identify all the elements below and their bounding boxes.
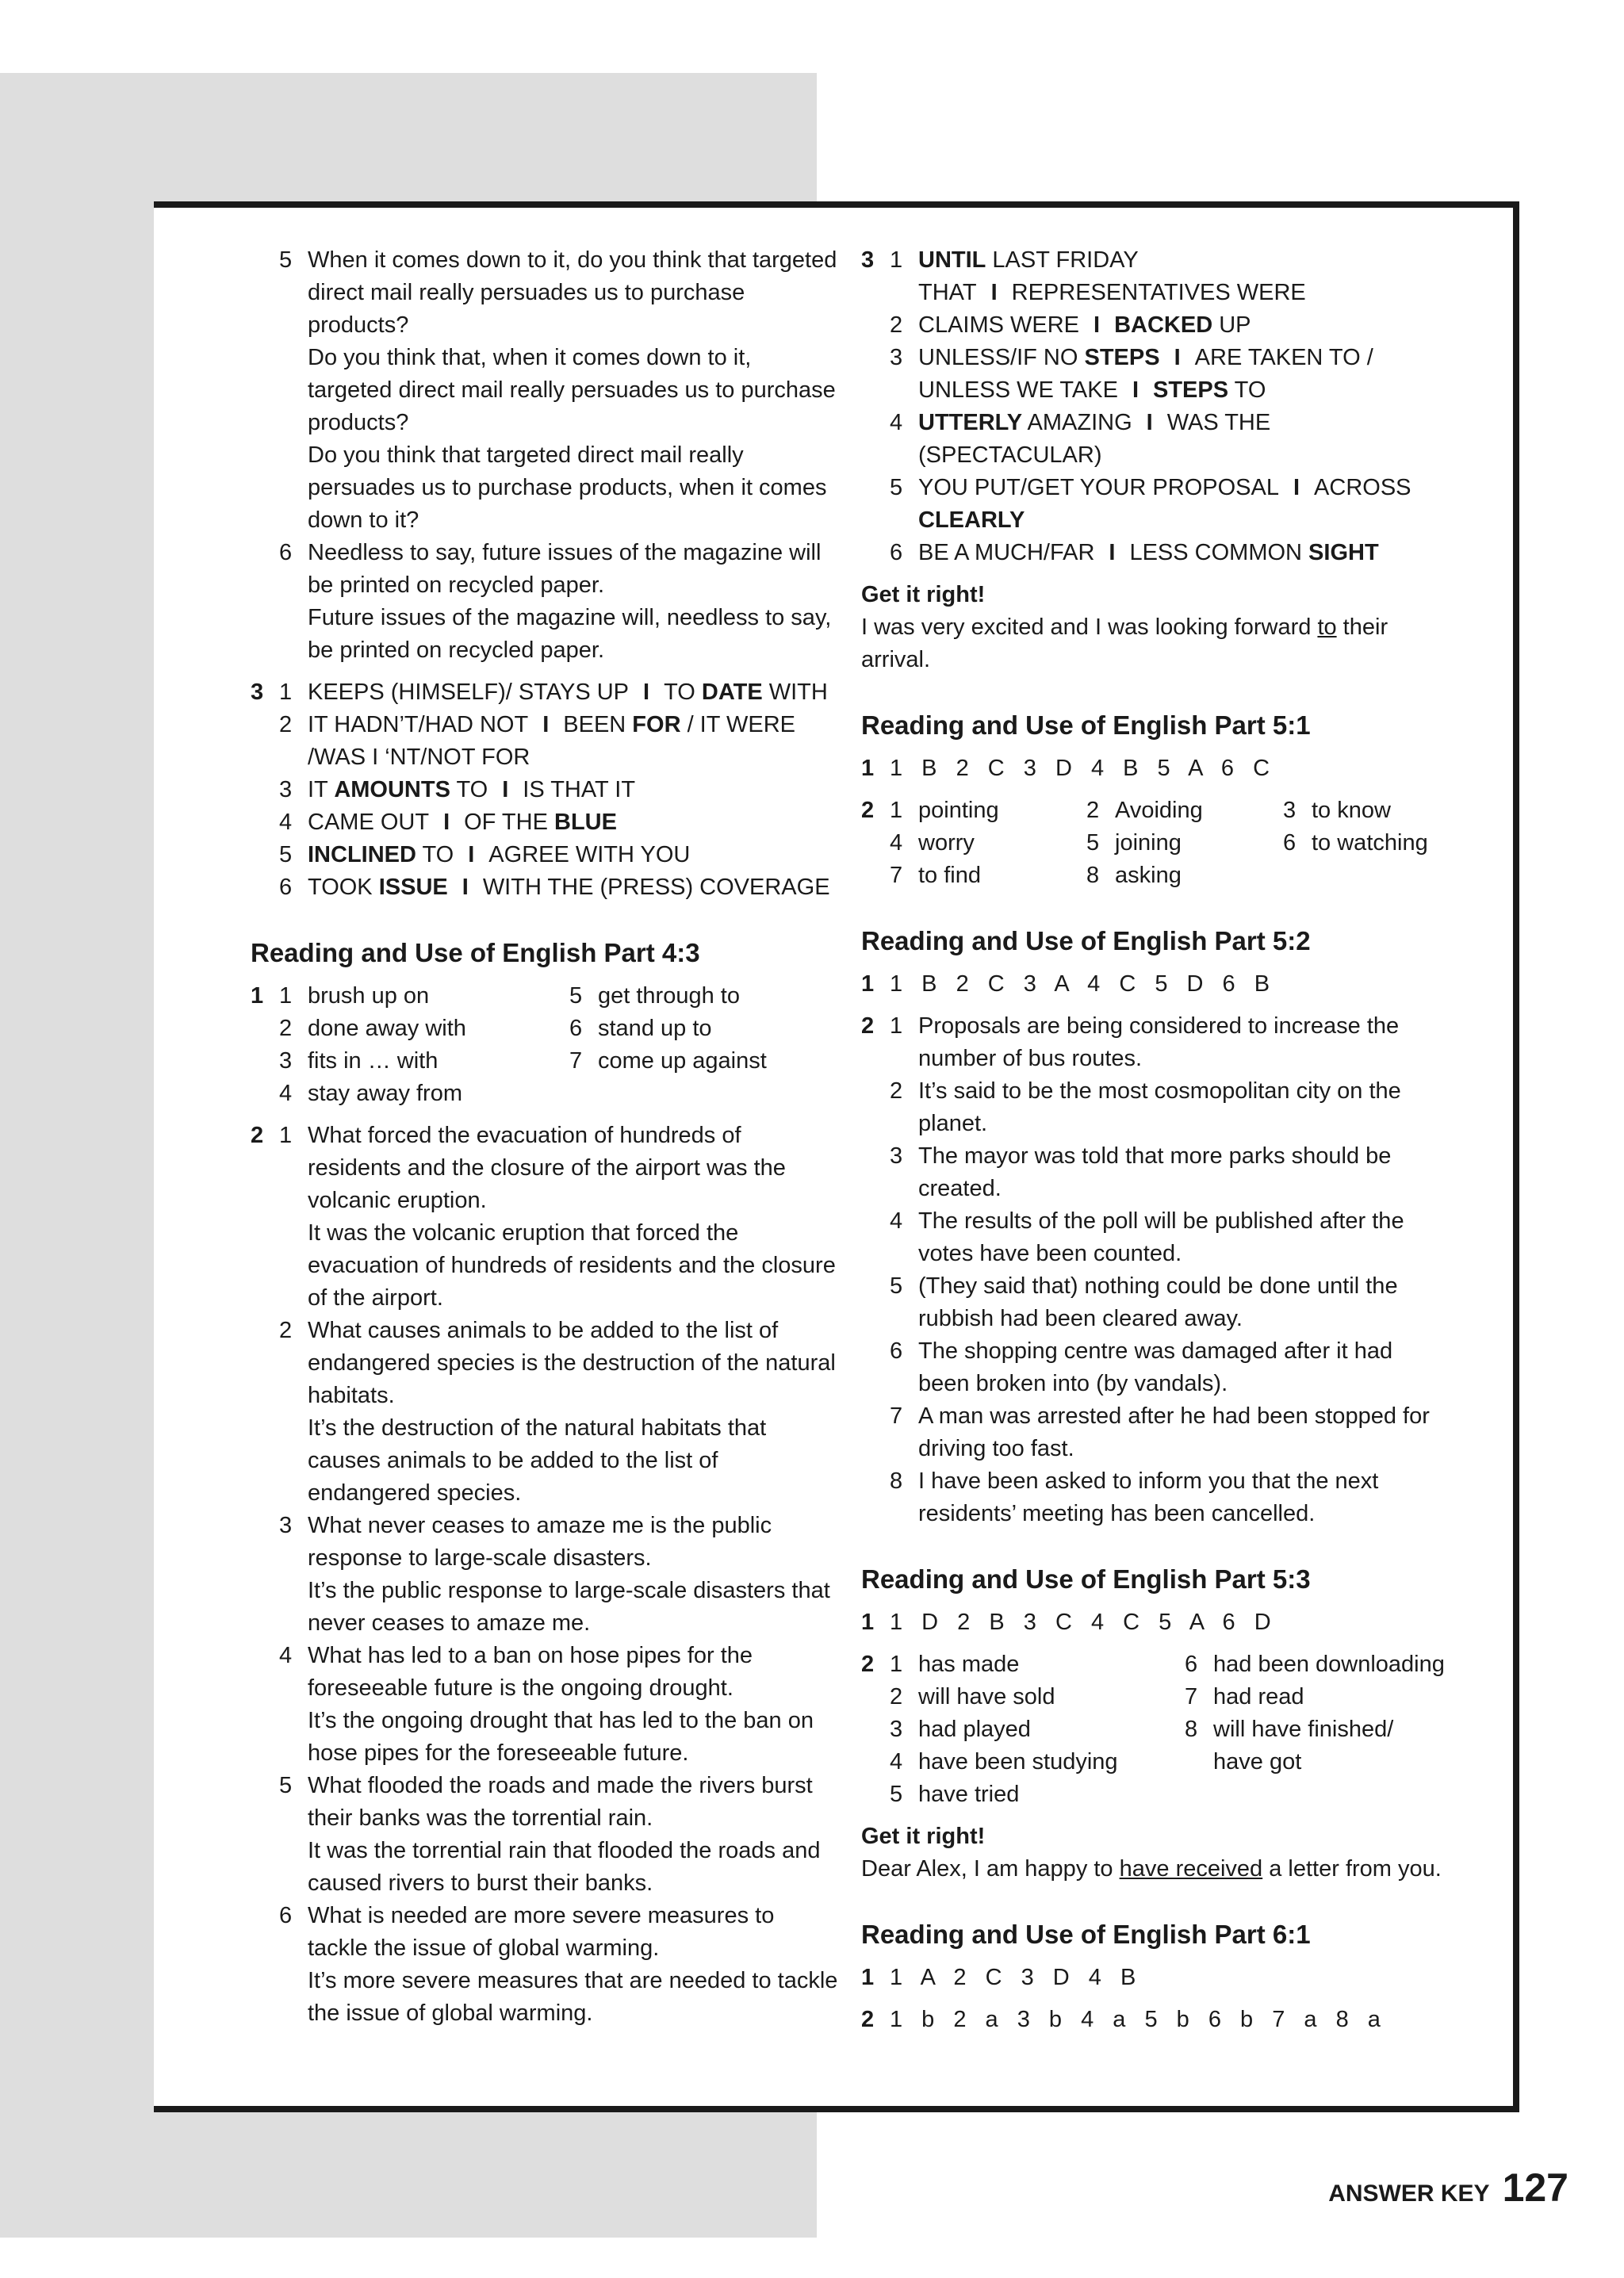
answer-part: CAME OUT [308, 810, 430, 835]
answer-part: TOOK [308, 875, 379, 900]
answer-line: 1 B 2 C 3 A 4 C 5 D 6 B [890, 971, 1271, 997]
item-number: 5 [1086, 830, 1100, 856]
item-text: will have finished/ [1213, 1717, 1394, 1742]
question-number: 2 [861, 1013, 875, 1039]
item-text: stay away from [308, 1081, 462, 1106]
part-4-3-question-1 [251, 980, 841, 1110]
list-item [279, 676, 841, 709]
answer-part: BE A MUCH/FAR [918, 540, 1095, 565]
item-text [308, 244, 841, 537]
list-item [279, 1013, 569, 1045]
item-number: 5 [279, 842, 293, 867]
item-number: 1 [279, 983, 293, 1009]
answer-part: LAST FRIDAY THAT [918, 247, 1139, 305]
item-text: The mayor was told that more parks should be created. [918, 1143, 1392, 1201]
separator: I [468, 842, 475, 867]
item-number [1283, 860, 1312, 892]
page-number: 127 [1502, 2165, 1568, 2210]
item-text: has made [918, 1652, 1020, 1677]
item-number: 8 [890, 1468, 903, 1494]
item-number: 8 [1185, 1717, 1198, 1742]
item-text [918, 342, 1450, 407]
list-item [890, 1140, 1450, 1205]
question-3 [861, 244, 1450, 569]
part-6-1-question-2 [861, 2004, 1450, 2036]
list-item [890, 537, 1450, 569]
question-number: 1 [861, 1610, 875, 1635]
item-text: get through to [598, 983, 740, 1009]
item-text: brush up on [308, 983, 430, 1009]
item-text: stand up to [598, 1016, 712, 1041]
item-text [918, 309, 1450, 342]
item-text [308, 1510, 841, 1640]
section-heading-part-5-3: Reading and Use of English Part 5:3 [861, 1564, 1311, 1594]
item-text [308, 1120, 841, 1315]
list-item [279, 537, 841, 667]
item-number: 4 [279, 1643, 293, 1668]
list-item [890, 309, 1450, 342]
answer-sentence: It’s the destruction of the natural habitats that causes animals to be added to the list of endangered species. [308, 1415, 767, 1506]
answer-line: 1 B 2 C 3 D 4 B 5 A 6 C [890, 756, 1271, 781]
question-3 [251, 676, 841, 904]
list-item [1185, 1778, 1450, 1811]
part-6-1-question-1 [861, 1962, 1450, 1994]
item-text: to know [1312, 798, 1391, 823]
question-number: 1 [861, 756, 875, 781]
answer-part: TO [450, 777, 488, 802]
list-item [569, 1013, 841, 1045]
list-item [279, 1510, 841, 1640]
item-number: 8 [1086, 863, 1100, 888]
item-number: 5 [890, 1782, 903, 1807]
item-text [308, 839, 841, 871]
list-item [1185, 1713, 1450, 1746]
item-text: will have sold [918, 1684, 1055, 1709]
item-text [308, 709, 841, 774]
list-item [890, 244, 1450, 309]
item-number: 3 [279, 777, 293, 802]
item-text [308, 871, 841, 904]
list-item [890, 1270, 1450, 1335]
list-item [890, 342, 1450, 407]
item-number: 7 [1185, 1684, 1198, 1709]
item-number: 2 [890, 1684, 903, 1709]
answer-part: YOU PUT/GET YOUR PROPOSAL [918, 475, 1279, 500]
answer-key-label: ANSWER KEY [1328, 2180, 1490, 2207]
item-text: to watching [1312, 830, 1428, 856]
item-text [308, 1900, 841, 2030]
list-item [279, 806, 841, 839]
item-text [918, 472, 1450, 537]
separator: I [1132, 377, 1139, 403]
list-item [279, 1900, 841, 2030]
item-number: 6 [1283, 830, 1297, 856]
part-4-3-question-2 [251, 1120, 841, 2030]
section-heading-part-5-2: Reading and Use of English Part 5:2 [861, 926, 1311, 955]
item-number: 3 [279, 1513, 293, 1538]
list-item [279, 1078, 569, 1110]
item-number [1185, 1778, 1213, 1811]
list-item [890, 1335, 1450, 1400]
answer-part: AGREE WITH YOU [488, 842, 691, 867]
item-number: 3 [890, 345, 903, 370]
list-item [890, 1778, 1185, 1811]
separator: I [1174, 345, 1181, 370]
item-text [308, 676, 841, 709]
item-number: 1 [890, 1652, 903, 1677]
separator: I [542, 712, 550, 737]
item-text: Proposals are being considered to increase the number of bus routes. [918, 1013, 1400, 1071]
answer-part: TO [416, 842, 454, 867]
item-number [569, 1078, 598, 1110]
list-item [890, 1746, 1185, 1778]
answer-part: IT HADN’T/HAD NOT [308, 712, 529, 737]
item-number: 5 [890, 475, 903, 500]
answer-part: UNLESS/IF NO [918, 345, 1085, 370]
item-text: A man was arrested after he had been stopped for driving too fast. [918, 1403, 1430, 1461]
item-number: 4 [890, 410, 903, 435]
list-item [279, 980, 569, 1013]
item-text [918, 537, 1450, 569]
item-text: fits in … with [308, 1048, 439, 1074]
question-number: 3 [861, 247, 875, 273]
answer-sentence: Future issues of the magazine will, needless to say, be printed on recycled paper. [308, 605, 832, 663]
list-item [890, 1713, 1185, 1746]
list-item [279, 1120, 841, 1315]
list-item [890, 1681, 1185, 1713]
item-text [308, 1315, 841, 1510]
key-word: FOR [632, 712, 681, 737]
answer-sentence: It’s more severe measures that are needed to tackle the issue of global warming. [308, 1968, 838, 2026]
answer-sentence: Do you think that, when it comes down to it, targeted direct mail really persuades us to purchase products? [308, 345, 836, 435]
item-text [598, 1078, 841, 1110]
list-item [279, 871, 841, 904]
answer-sentence: Needless to say, future issues of the magazine will be printed on recycled paper. [308, 540, 822, 598]
answer-sentence: What flooded the roads and made the rivers burst their banks was the torrential rain. [308, 1773, 813, 1831]
section-heading-part-5-1: Reading and Use of English Part 5:1 [861, 710, 1311, 740]
list-item [279, 839, 841, 871]
answer-part: WITH THE (PRESS) COVERAGE [482, 875, 830, 900]
separator: I [1109, 540, 1116, 565]
answer-part: ARE TAKEN TO / UNLESS WE TAKE [918, 345, 1373, 403]
list-item [569, 980, 841, 1013]
list-item [1283, 827, 1450, 860]
list-item [890, 407, 1450, 472]
item-text: have got [1213, 1749, 1302, 1775]
answer-sentence: What has led to a ban on hose pipes for the foreseeable future is the ongoing drought. [308, 1643, 753, 1701]
answer-line: 1 b 2 a 3 b 4 a 5 b 6 b 7 a 8 a [890, 2007, 1381, 2032]
item-number: 1 [279, 1123, 293, 1148]
item-number: 1 [890, 1013, 903, 1039]
part-5-1-question-2 [861, 794, 1450, 892]
get-it-right-heading: Get it right! [861, 582, 986, 607]
item-text [308, 1770, 841, 1900]
key-word: STEPS [1084, 345, 1160, 370]
answer-sentence: It was the torrential rain that flooded the roads and caused rivers to burst their banks. [308, 1838, 821, 1896]
list-item [890, 1400, 1450, 1465]
list-item [1283, 794, 1450, 827]
page-footer [1328, 2165, 1568, 2211]
item-number: 7 [890, 863, 903, 888]
list-item [1086, 794, 1283, 827]
key-word: AMOUNTS [334, 777, 450, 802]
item-number: 2 [279, 1016, 293, 1041]
answer-part: IT [308, 777, 335, 802]
item-number: 5 [890, 1273, 903, 1299]
question-number: 2 [861, 1652, 875, 1677]
item-text: pointing [918, 798, 999, 823]
item-number: 6 [1185, 1652, 1198, 1677]
answer-part: KEEPS (HIMSELF)/ STAYS UP [308, 680, 630, 705]
separator: I [1293, 475, 1300, 500]
answer-sentence: What never ceases to amaze me is the public response to large-scale disasters. [308, 1513, 772, 1571]
list-item [890, 860, 1086, 892]
list-item [279, 1045, 569, 1078]
answer-part: UP [1212, 312, 1251, 338]
list-item [1185, 1746, 1450, 1778]
item-number: 7 [890, 1403, 903, 1429]
get-it-right-box [861, 579, 1450, 676]
separator: I [1094, 312, 1101, 338]
item-text: It’s said to be the most cosmopolitan city on the planet. [918, 1078, 1401, 1136]
item-number: 6 [279, 875, 293, 900]
item-number: 4 [279, 810, 293, 835]
part-5-1-question-1 [861, 752, 1450, 785]
list-item [1086, 827, 1283, 860]
list-item [569, 1045, 841, 1078]
list-item [279, 1315, 841, 1510]
item-number: 3 [279, 1048, 293, 1074]
question-number: 1 [251, 983, 264, 1009]
item-text [1213, 1778, 1450, 1811]
item-text [308, 806, 841, 839]
list-item [1185, 1681, 1450, 1713]
key-word: BLUE [554, 810, 617, 835]
item-number: 6 [279, 1903, 293, 1928]
key-word: INCLINED [308, 842, 416, 867]
key-word: CLEARLY [918, 507, 1025, 533]
answer-sentence: It’s the ongoing drought that has led to the ban on hose pipes for the foreseeable future. [308, 1708, 814, 1766]
answer-part: / IT WERE /WAS I ‘NT/NOT FOR [308, 712, 795, 770]
item-text [308, 1640, 841, 1770]
part-5-3-question-1 [861, 1606, 1450, 1639]
left-column [251, 244, 841, 2030]
question-number: 1 [861, 1965, 875, 1990]
list-item [890, 1075, 1450, 1140]
key-word: SIGHT [1308, 540, 1379, 565]
item-text: had been downloading [1213, 1652, 1445, 1677]
list-item [1086, 860, 1283, 892]
answer-part: WAS THE (SPECTACULAR) [918, 410, 1271, 468]
key-word: ISSUE [378, 875, 448, 900]
item-number: 2 [279, 1318, 293, 1343]
item-text [918, 407, 1450, 472]
list-item [890, 1648, 1185, 1681]
item-text: asking [1115, 863, 1182, 888]
answer-part: WITH [762, 680, 828, 705]
separator: I [462, 875, 469, 900]
item-text: The results of the poll will be published after the votes have been counted. [918, 1208, 1404, 1266]
list-item [279, 244, 841, 537]
answer-sentence: What is needed are more severe measures to tackle the issue of global warming. [308, 1903, 775, 1961]
item-number: 2 [279, 712, 293, 737]
key-word: BACKED [1114, 312, 1213, 338]
item-text: The shopping centre was damaged after it had been broken into (by vandals). [918, 1338, 1393, 1396]
answer-sentence: When it comes down to it, do you think that targeted direct mail really persuades us to purchase products? [308, 247, 837, 338]
right-column [861, 244, 1450, 2036]
list-item [569, 1078, 841, 1110]
question-number: 2 [861, 798, 875, 823]
separator: I [443, 810, 450, 835]
get-it-right-text: Dear Alex, I am happy to have received a letter from you. [861, 1856, 1442, 1882]
item-number: 2 [890, 312, 903, 338]
answer-part: TO [1228, 377, 1266, 403]
get-it-right-box [861, 1820, 1450, 1886]
item-number: 7 [569, 1048, 583, 1074]
list-item [890, 1465, 1450, 1530]
item-text [918, 244, 1450, 309]
part-5-3-question-2 [861, 1648, 1450, 1811]
answer-part: AMAZING [1022, 410, 1132, 435]
part-5-2-question-2 [861, 1010, 1450, 1530]
list-item [279, 1770, 841, 1900]
answer-sentence: It’s the public response to large-scale disasters that never ceases to amaze me. [308, 1578, 830, 1636]
item-text [308, 537, 841, 667]
answer-part: LESS COMMON [1129, 540, 1309, 565]
item-text: worry [918, 830, 975, 856]
item-number: 4 [890, 830, 903, 856]
separator: I [1146, 410, 1153, 435]
item-number: 1 [279, 680, 293, 705]
item-number: 5 [279, 247, 293, 273]
item-text: done away with [308, 1016, 466, 1041]
get-it-right-heading: Get it right! [861, 1824, 986, 1849]
item-text: have been studying [918, 1749, 1118, 1775]
list-item [890, 1010, 1450, 1075]
key-word: DATE [701, 680, 763, 705]
item-text [308, 774, 841, 806]
item-number: 6 [890, 1338, 903, 1364]
answer-line: 1 A 2 C 3 D 4 B [890, 1965, 1137, 1990]
item-number: 4 [890, 1749, 903, 1775]
item-number: 2 [1086, 798, 1100, 823]
key-word: STEPS [1153, 377, 1229, 403]
list-item [890, 827, 1086, 860]
question-number: 3 [251, 680, 264, 705]
item-number: 3 [890, 1717, 903, 1742]
item-number: 5 [569, 983, 583, 1009]
list-item [890, 794, 1086, 827]
item-number: 4 [279, 1081, 293, 1106]
item-number: 6 [569, 1016, 583, 1041]
answer-sentence: Do you think that targeted direct mail really persuades us to purchase products, when it comes down to it? [308, 442, 827, 533]
key-word: UNTIL [918, 247, 986, 273]
answer-sentence: What causes animals to be added to the list of endangered species is the destruction of the natural habitats. [308, 1318, 836, 1408]
item-text: I have been asked to inform you that the next residents’ meeting has been cancelled. [918, 1468, 1379, 1526]
answer-line: 1 D 2 B 3 C 4 C 5 A 6 D [890, 1610, 1272, 1635]
question-number: 2 [861, 2007, 875, 2032]
question-number: 1 [861, 971, 875, 997]
separator: I [643, 680, 650, 705]
list-item [890, 472, 1450, 537]
item-text: Avoiding [1115, 798, 1203, 823]
answer-part: REPRESENTATIVES WERE [1011, 280, 1306, 305]
answer-part: OF THE [464, 810, 554, 835]
item-number: 1 [890, 798, 903, 823]
item-number: 6 [279, 540, 293, 565]
separator: I [990, 280, 998, 305]
item-number: 2 [890, 1078, 903, 1104]
section-heading-part-6-1: Reading and Use of English Part 6:1 [861, 1920, 1311, 1949]
list-item [279, 774, 841, 806]
item-text: had played [918, 1717, 1031, 1742]
question-1-continued [251, 244, 841, 667]
answer-sentence: It was the volcanic eruption that forced the evacuation of hundreds of residents and the closure of the airport. [308, 1220, 836, 1311]
item-text: (They said that) nothing could be done until the rubbish had been cleared away. [918, 1273, 1398, 1331]
item-text [1312, 860, 1450, 892]
answer-sentence: What forced the evacuation of hundreds of residents and the closure of the airport was the volcanic eruption. [308, 1123, 786, 1213]
item-number: 1 [890, 247, 903, 273]
list-item [279, 1640, 841, 1770]
item-number: 5 [279, 1773, 293, 1798]
answer-part: TO [664, 680, 702, 705]
item-text: joining [1115, 830, 1182, 856]
list-item [1283, 860, 1450, 892]
item-number: 3 [1283, 798, 1297, 823]
part-5-2-question-1 [861, 968, 1450, 1001]
answer-part: IS THAT IT [523, 777, 636, 802]
answer-part: CLAIMS WERE [918, 312, 1080, 338]
list-item [1185, 1648, 1450, 1681]
item-number: 3 [890, 1143, 903, 1169]
item-text: to find [918, 863, 981, 888]
key-word: UTTERLY [918, 410, 1023, 435]
answer-part: ACROSS [1314, 475, 1411, 500]
item-number: 4 [890, 1208, 903, 1234]
item-text: had read [1213, 1684, 1304, 1709]
item-text: come up against [598, 1048, 767, 1074]
item-number: 6 [890, 540, 903, 565]
section-heading-part-4-3: Reading and Use of English Part 4:3 [251, 938, 700, 967]
separator: I [502, 777, 509, 802]
item-text: have tried [918, 1782, 1020, 1807]
list-item [890, 1205, 1450, 1270]
list-item [279, 709, 841, 774]
get-it-right-text: I was very excited and I was looking forward to their arrival. [861, 614, 1388, 672]
question-number: 2 [251, 1123, 264, 1148]
answer-part: BEEN [563, 712, 633, 737]
item-number [1185, 1746, 1213, 1778]
